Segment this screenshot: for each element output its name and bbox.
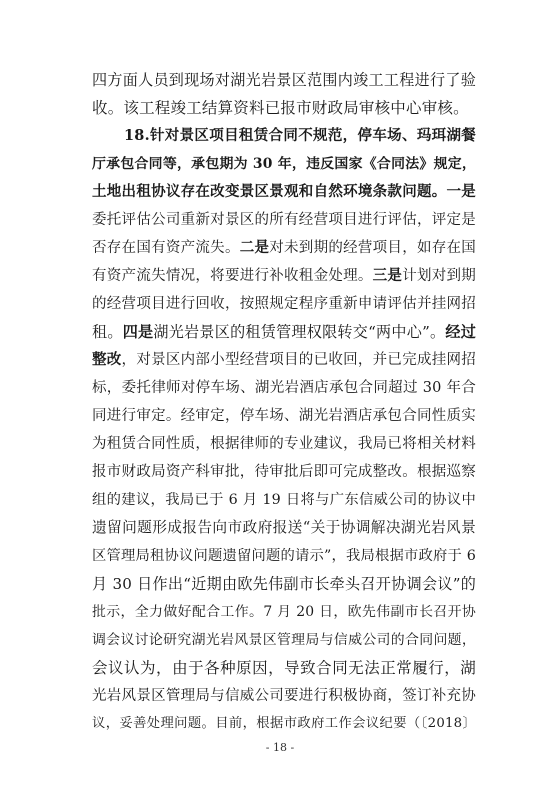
text-segment: 湖光岩景区的租赁管理权限转交“两中心”。 xyxy=(153,323,446,341)
bold-text-segment: 厅承包合同等，承包期为 30 年，违反国家《合同法》规定， xyxy=(92,156,476,172)
text-line xyxy=(92,262,476,290)
text-line xyxy=(92,122,476,150)
text-segment: 遗留问题形成报告向市政府报送“关于协调解决湖光岩风景 xyxy=(92,519,476,536)
text-line xyxy=(92,402,476,430)
text-line xyxy=(92,374,476,402)
bold-text-segment: 经过 xyxy=(445,323,477,341)
text-line xyxy=(92,710,476,738)
text-segment: 批示，全力做好配合工作。7 月 20 日，欧先伟副市长召开协 xyxy=(92,604,476,620)
text-segment: 计划对到期 xyxy=(402,268,476,284)
text-line xyxy=(92,66,476,94)
text-segment: 委托评估公司重新对景区的所有经营项目进行评估，评定是 xyxy=(92,212,476,228)
bold-text-segment: 三是 xyxy=(372,267,403,284)
text-segment: 调会议讨论研究湖光岩风景区管理局与信威公司的合同问题， xyxy=(92,632,476,648)
text-line xyxy=(92,290,476,318)
text-segment: 有资产流失情况，将要进行补收租金处理。 xyxy=(92,268,373,284)
text-segment: 月 30 日作出“近期由欧先伟副市长牵头召开协调会议”的 xyxy=(92,575,476,593)
text-segment: 否存在国有资产流失。 xyxy=(92,240,240,256)
text-segment: 组的建议，我局已于 6 月 19 日将与广东信威公司的协议中 xyxy=(92,492,476,508)
text-segment: 光岩风景区管理局与信威公司要进行积极协商，签订补充协 xyxy=(92,688,476,704)
text-segment: 租。 xyxy=(92,323,123,341)
text-segment: 标，委托律师对停车场、湖光岩酒店承包合同超过 30 年合 xyxy=(92,380,476,396)
body-text xyxy=(92,66,476,738)
text-line xyxy=(92,178,476,206)
text-segment: 同进行审定。经审定，停车场、湖光岩酒店承包合同性质实 xyxy=(92,408,476,424)
text-segment: 为租赁合同性质，根据律师的专业建议，我局已将相关材料 xyxy=(92,436,476,452)
page-number: - 18 - xyxy=(265,741,295,754)
bold-text-segment: 整改 xyxy=(92,351,122,368)
text-line xyxy=(92,346,476,374)
text-segment: ，对景区内部小型经营项目的已收回，并已完成挂网招 xyxy=(121,352,476,368)
text-line xyxy=(92,598,476,626)
bold-text-segment: 二是 xyxy=(239,239,270,256)
text-line xyxy=(92,430,476,458)
text-line xyxy=(92,486,476,514)
text-line xyxy=(92,318,476,346)
text-line xyxy=(92,514,476,542)
text-line xyxy=(92,206,476,234)
bold-text-segment: 四是 xyxy=(122,323,154,341)
text-segment: 对未到期的经营项目，如存在国 xyxy=(269,240,476,256)
text-line xyxy=(92,570,476,598)
text-line xyxy=(92,150,476,178)
bold-text-segment: 18.针对景区项目租赁合同不规范，停车场、玛珥湖餐 xyxy=(124,127,476,144)
text-line xyxy=(92,682,476,710)
text-line xyxy=(92,542,476,570)
text-segment: 四方面人员到现场对湖光岩景区范围内竣工工程进行了验 xyxy=(92,71,476,89)
text-line xyxy=(92,234,476,262)
text-segment: 议，妥善处理问题。目前，根据市政府工作会议纪要（〔2018〕 xyxy=(92,716,476,731)
text-segment: 的经营项目进行回收，按照规定程序重新申请评估并挂网招 xyxy=(92,296,476,312)
bold-text-segment: 土地出租协议存在改变景区景观和自然环境条款问题。一是 xyxy=(92,183,476,200)
text-segment: 区管理局租协议问题遗留问题的请示”，我局根据市政府于 6 xyxy=(92,548,476,564)
text-segment: 会议认为，由于各种原因，导致合同无法正常履行，湖 xyxy=(92,659,476,677)
text-line xyxy=(92,458,476,486)
text-line xyxy=(92,94,476,122)
text-line xyxy=(92,626,476,654)
text-segment: 收。该工程竣工结算资料已报市财政局审核中心审核。 xyxy=(92,99,469,117)
text-segment: 报市财政局资产科审批，待审批后即可完成整改。根据巡察 xyxy=(92,464,476,480)
text-line xyxy=(92,654,476,682)
